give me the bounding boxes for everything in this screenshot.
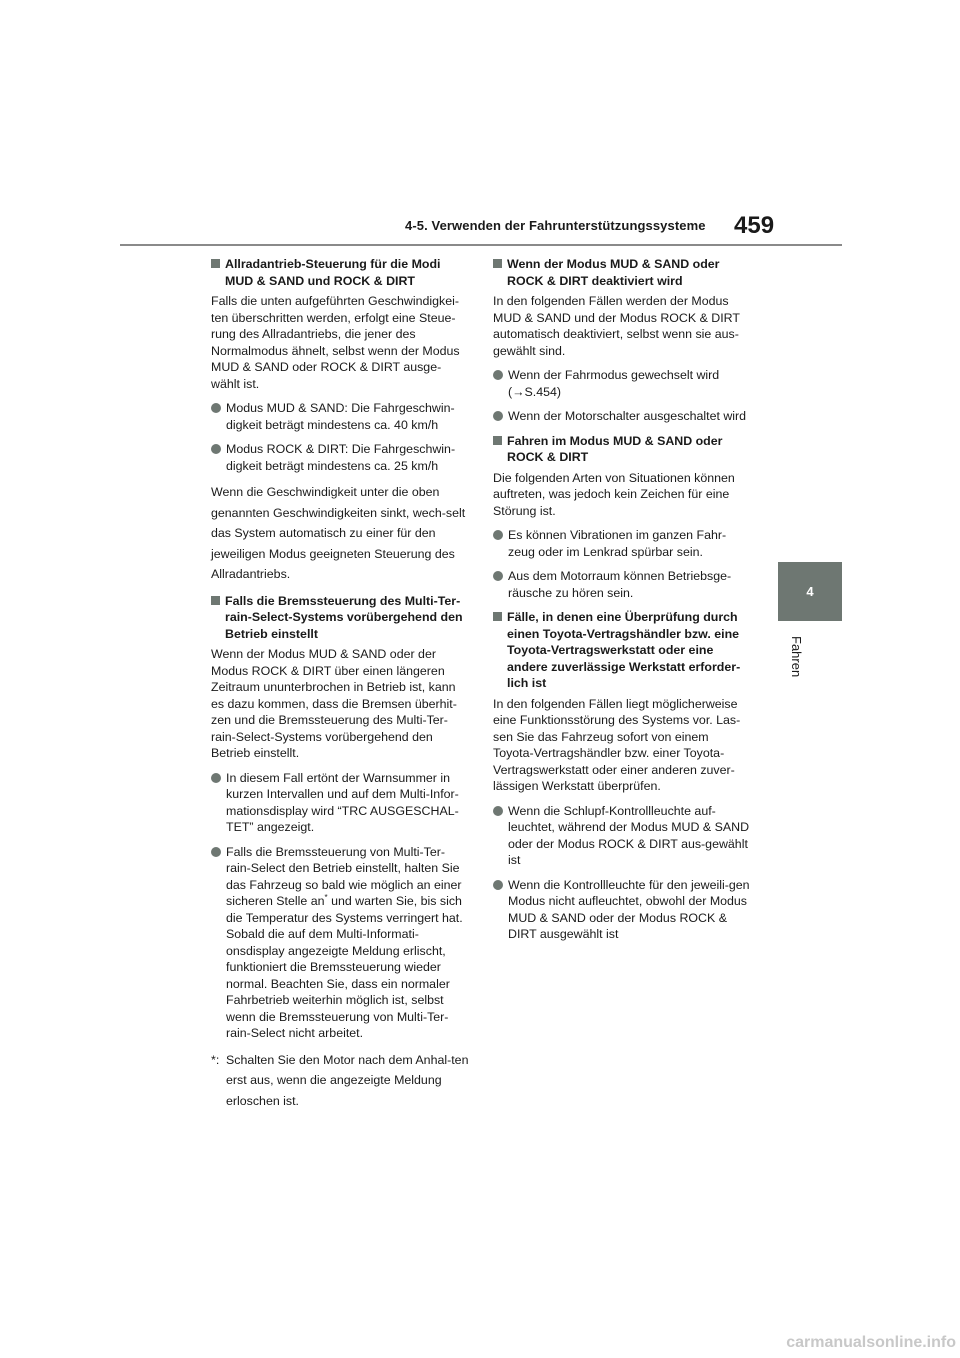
- footnote: [211, 1050, 469, 1112]
- list-item: [493, 803, 751, 869]
- circle-bullet-icon: [493, 571, 503, 581]
- watermark: carmanualsonline.info: [786, 1334, 956, 1351]
- heading-text: Falls die Bremssteuerung des Multi-Ter-rain-Select-Systems vorübergehend den Betrieb einstellt: [225, 593, 463, 641]
- circle-bullet-icon: [493, 530, 503, 540]
- section-heading: [493, 433, 751, 466]
- heading-text: Wenn der Modus MUD & SAND oder ROCK & DIRT deaktiviert wird: [507, 257, 720, 288]
- circle-bullet-icon: [211, 847, 221, 857]
- circle-bullet-icon: [211, 403, 221, 413]
- list-item-text: Wenn die Kontrollleuchte für den jeweili-gen Modus nicht aufleuchtet, obwohl der Modus MUD & SAND oder der Modus ROCK & DIRT ausgewählt ist: [508, 877, 750, 941]
- heading-text: Fälle, in denen eine Überprüfung durch einen Toyota-Vertragshändler bzw. eine Toyota-Vertragswerkstatt oder eine andere zuverlässige Werkstatt erforder-lich ist: [507, 610, 741, 690]
- circle-bullet-icon: [493, 880, 503, 890]
- list-item-text: Falls die Bremssteuerung von Multi-Ter-rain-Select den Betrieb einstellt, halten Sie das Fahrzeug so bald wie möglich an einer sicheren Stelle an: [226, 844, 462, 908]
- paragraph: Wenn der Modus MUD & SAND oder der Modus ROCK & DIRT über einen längeren Zeitraum ununterbrochen in Betrieb ist, kann es dazu kommen, dass die Bremsen überhit-zen und die Bremssteuerung des Multi-Ter-rain-Select-Systems vorübergehend den Betrieb einstellt.: [211, 647, 457, 760]
- circle-bullet-icon: [211, 444, 221, 454]
- list-item: [211, 441, 469, 474]
- square-bullet-icon: [211, 259, 220, 268]
- section-heading: [211, 593, 469, 643]
- left-column: [211, 256, 469, 1111]
- right-column: [493, 256, 751, 951]
- square-bullet-icon: [493, 436, 502, 445]
- heading-text: Allradantrieb-Steuerung für die Modi MUD & SAND und ROCK & DIRT: [225, 257, 441, 288]
- list-item-text: Wenn der Fahrmodus gewechselt wird: [508, 368, 720, 382]
- list-item-text: Modus ROCK & DIRT: Die Fahrgeschwin-digkeit beträgt mindestens ca. 25 km/h: [226, 442, 456, 473]
- circle-bullet-icon: [211, 773, 221, 783]
- section-heading: [493, 609, 751, 692]
- list-item-text: Aus dem Motorraum können Betriebsge-räusche zu hören sein.: [508, 569, 732, 600]
- square-bullet-icon: [493, 259, 502, 268]
- header-divider: [120, 244, 842, 246]
- section-heading: [211, 256, 469, 289]
- list-item: [211, 400, 469, 433]
- square-bullet-icon: [211, 596, 220, 605]
- footnote-marker: *: [324, 892, 328, 902]
- heading-text: Fahren im Modus MUD & SAND oder ROCK & DIRT: [507, 433, 723, 464]
- circle-bullet-icon: [493, 411, 503, 421]
- chapter-tab[interactable]: 4: [778, 562, 842, 621]
- paragraph: Falls die unten aufgeführten Geschwindigkei-ten überschritten werden, erfolgt eine Steue-rung des Allradantriebs, die jener des Normalmodus ähnelt, selbst wenn der Modus MUD & SAND oder ROCK & DIRT ausge-wählt ist.: [211, 294, 460, 391]
- list-item-text: Wenn die Schlupf-Kontrollleuchte auf-leuchtet, während der Modus MUD & SAND oder der Modus ROCK & DIRT aus-gewählt ist: [508, 803, 750, 867]
- footnote-marker: *:: [211, 1052, 220, 1067]
- paragraph: In den folgenden Fällen liegt möglicherweise eine Funktionsstörung des Systems vor. Las-sen Sie das Fahrzeug sofort von einem Toyota-Vertragshändler bzw. einer Toyota-Vertragswerkstatt oder einer anderen zuver-lässigen Werkstatt überprüfen.: [493, 696, 741, 793]
- section-heading: [493, 256, 751, 289]
- chapter-label-text: Fahren: [789, 636, 804, 678]
- list-item: [493, 527, 751, 560]
- page-reference-link[interactable]: (→S.454): [508, 384, 562, 399]
- circle-bullet-icon: [493, 806, 503, 816]
- paragraph: Die folgenden Arten von Situationen können auftreten, was jedoch kein Zeichen für eine Störung ist.: [493, 470, 735, 518]
- circle-bullet-icon: [493, 370, 503, 380]
- paragraph: Wenn die Geschwindigkeit unter die oben genannten Geschwindigkeiten sinkt, wech-selt das System automatisch zu einer für den jeweiligen Modus geeigneten Steuerung des Allradantriebs.: [211, 485, 466, 581]
- page-number: 459: [734, 212, 775, 239]
- chapter-label: [790, 636, 804, 696]
- list-item: [211, 844, 469, 1042]
- list-item: [493, 568, 751, 601]
- list-item-text: Wenn der Motorschalter ausgeschaltet wird: [508, 409, 747, 423]
- list-item-text: Es können Vibrationen im ganzen Fahr-zeug oder im Lenkrad spürbar sein.: [508, 528, 727, 559]
- list-item: [211, 770, 469, 836]
- footnote-text: Schalten Sie den Motor nach dem Anhal-ten erst aus, wenn die angezeigte Meldung erloschen ist.: [226, 1052, 469, 1108]
- section-title: 4-5. Verwenden der Fahrunterstützungssysteme: [405, 218, 706, 233]
- list-item-text: Modus MUD & SAND: Die Fahrgeschwin-digkeit beträgt mindestens ca. 40 km/h: [226, 401, 455, 432]
- list-item: [493, 408, 751, 425]
- square-bullet-icon: [493, 612, 502, 621]
- list-item-text: und warten Sie, bis sich die Temperatur des Systems verringert hat. Sobald die auf dem Multi-Informati-onsdisplay angezeigte Meldung erlischt, funktioniert die Bremssteuerung wieder normal. Beachten Sie, dass ein normaler Fahrbetrieb weiterhin möglich ist, selbst wenn die Bremssteuerung von Multi-Ter-rain-Select nicht arbeitet.: [226, 894, 463, 1040]
- list-item-text: In diesem Fall ertönt der Warnsummer in kurzen Intervallen und auf dem Multi-Infor-mationsdisplay wird “TRC AUSGESCHAL-TET” angezeigt.: [226, 770, 459, 834]
- list-item: [493, 877, 751, 943]
- list-item: [493, 367, 751, 400]
- paragraph: In den folgenden Fällen werden der Modus MUD & SAND und der Modus ROCK & DIRT automatisch deaktiviert, selbst wenn sie aus-gewählt sind.: [493, 294, 740, 358]
